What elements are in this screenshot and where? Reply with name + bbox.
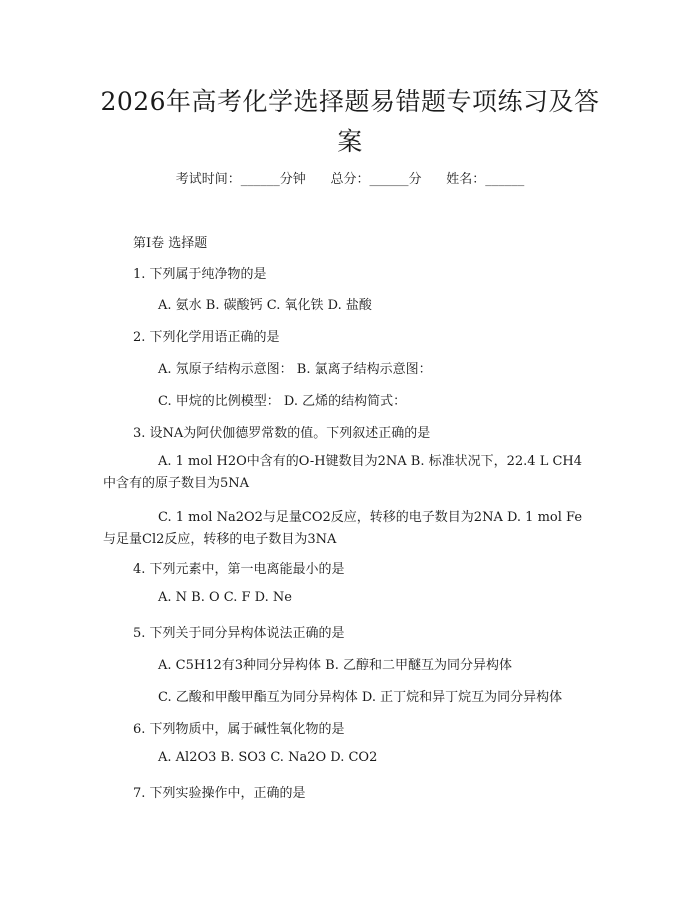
question-stem: 4. 下列元素中，第一电离能最小的是 <box>133 562 345 577</box>
question-stem: 5. 下列关于同分异构体说法正确的是 <box>133 626 345 641</box>
question-options: C. 乙酸和甲酸甲酯互为同分异构体 D. 正丁烷和异丁烷互为同分异构体 <box>158 690 563 705</box>
page-title <box>90 82 610 162</box>
question-options: A. 氨水 B. 碳酸钙 C. 氧化铁 D. 盐酸 <box>158 298 372 313</box>
question-stem: 7. 下列实验操作中，正确的是 <box>133 786 306 801</box>
exam-info: 考试时间：______分钟 总分：______分 姓名：______ <box>175 172 525 187</box>
question-options: A. N B. O C. F D. Ne <box>158 590 292 605</box>
question-stem: 1. 下列属于纯净物的是 <box>133 267 267 282</box>
title-line-1: 2026年高考化学选择题易错题专项练习及答 <box>100 87 600 116</box>
section-heading: 第Ⅰ卷 选择题 <box>133 236 208 251</box>
question-options: A. 氖原子结构示意图： B. 氯离子结构示意图： <box>158 362 432 377</box>
question-options: A. C5H12有3种同分异构体 B. 乙醇和二甲醚互为同分异构体 <box>158 658 512 673</box>
question-stem: 2. 下列化学用语正确的是 <box>133 330 280 345</box>
question-stem: 6. 下列物质中，属于碱性氧化物的是 <box>133 722 345 737</box>
question-options: C. 1 mol Na2O2与足量CO2反应，转移的电子数目为2NA D. 1 mol Fe与足量Cl2反应，转移的电子数目为3NA <box>103 510 583 547</box>
question-stem: 3. 设NA为阿伏伽德罗常数的值。下列叙述正确的是 <box>133 426 431 441</box>
title-line-2: 案 <box>337 127 363 156</box>
question-options: C. 甲烷的比例模型： D. 乙烯的结构简式： <box>158 394 407 409</box>
question-options: A. 1 mol H2O中含有的O-H键数目为2NA B. 标准状况下，22.4 L CH4中含有的原子数目为5NA <box>103 454 583 491</box>
question-options: A. Al2O3 B. SO3 C. Na2O D. CO2 <box>158 750 378 765</box>
